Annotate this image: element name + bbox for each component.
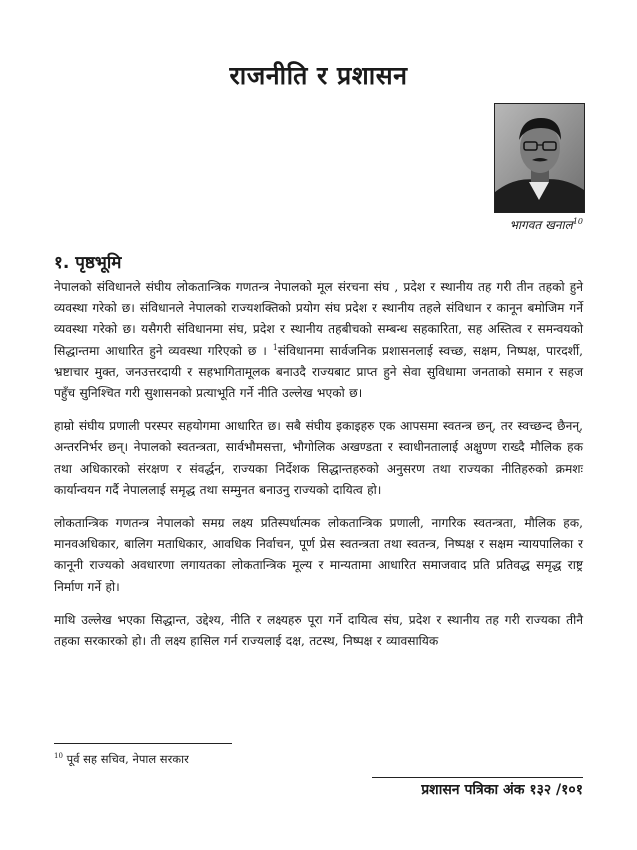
paragraph-1 (54, 277, 583, 404)
author-photo (494, 103, 585, 213)
paragraph-4: माथि उल्लेख भएका सिद्धान्त, उद्देश्य, नीति र लक्ष्यहरु पूरा गर्ने दायित्व संघ, प्रदेश र स्थानीय तह गरी राज्यका तीनै तहका सरकारको हो। ती लक्ष्य हासिल गर्न राज्यलाई दक्ष, तटस्थ, निष्पक्ष र व्यावसायिक (54, 612, 583, 649)
author-name: भागवत खनाल (509, 218, 573, 232)
journal-footer: प्रशासन पत्रिका अंक १३२ /१०१ (421, 782, 583, 798)
section-heading: १. पृष्ठभूमि (54, 253, 122, 273)
author-footnote-ref: 10 (572, 217, 583, 226)
author-byline (470, 216, 583, 233)
paragraph-3: लोकतान्त्रिक गणतन्त्र नेपालको समग्र लक्ष्य प्रतिस्पर्धात्मक लोकतान्त्रिक प्रणाली, नागरिक स्वतन्त्रता, मौलिक हक, मानवअधिकार, बालिग मताधिकार, आवधिक निर्वाचन, पूर्ण प्रेस स्वतन्त्रता तथा स्वतन्त्र, निष्पक्ष र सक्षम न्यायपालिका र कानूनी राज्यको अवधारणा लगायतका लोकतान्त्रिक मूल्य र मान्यतामा आधारित समाजवाद प्रति प्रतिवद्ध समृद्ध राष्ट्र निर्माण गर्ने हो। (54, 516, 583, 594)
article-body (54, 277, 583, 664)
paragraph-1-part-1: नेपालको संविधानले संघीय लोकतान्त्रिक गणतन्त्र नेपालको मूल संरचना संघ , प्रदेश र स्थानीय तह गरी तीन तहको हुने व्यवस्था गरेको छ। संविधानले नेपालको राज्यशक्तिको प्रयोग संघ प्रदेश र स्थानीय तहले संविधान र कानून बमोजिम गर्ने व्यवस्था गरेको छ। यसैगरी संविधानमा संघ, प्रदेश र स्थानीय तहबीचको सम्बन्ध सहकारिता, सह अस्तित्व र समन्वयको सिद्धान्तमा आधारित हुने व्यवस्था गरिएको छ । (54, 280, 583, 358)
paragraph-1-part-2: संविधानमा सार्वजनिक प्रशासनलाई स्वच्छ, सक्षम, निष्पक्ष, पारदर्शी, भ्रष्टाचार मुक्त, जनउत्तरदायी र सहभागितामूलक बनाउदै राज्यबाट प्राप्त हुने सेवा सुविधामा जनताको समान र सहज पहुँच सुनिश्चित गरी सुशासनको प्रत्याभूति गर्ने नीति उल्लेख भएको छ। (54, 343, 583, 401)
footer-rule (372, 777, 583, 778)
citation-marker: 1 (272, 342, 278, 352)
footnote-text: पूर्व सह सचिव, नेपाल सरकार (66, 752, 189, 766)
footnote (54, 752, 189, 767)
footnote-divider (54, 743, 232, 744)
footnote-number: 10 (54, 752, 63, 761)
paragraph-2: हाम्रो संघीय प्रणाली परस्पर सहयोगमा आधारित छ। सबै संघीय इकाइहरु एक आपसमा स्वतन्त्र छन्, तर स्वच्छन्द छैनन्, अन्तरनिर्भर छन्। नेपालको स्वतन्त्रता, सार्वभौमसत्ता, भौगोलिक अखण्डता र स्वाधीनतालाई अक्षुण्ण राख्दै मौलिक हक तथा अधिकारको संरक्षण र संवर्द्धन, राज्यका निर्देशक सिद्धान्तहरुको अनुसरण तथा राज्यका नीतिहरुको क्रमशः कार्यान्वयन गर्दै नेपाललाई समृद्ध तथा सम्मुनत बनाउनु राज्यको दायित्व हो। (54, 419, 583, 497)
article-title: राजनीति र प्रशासन (229, 61, 408, 90)
